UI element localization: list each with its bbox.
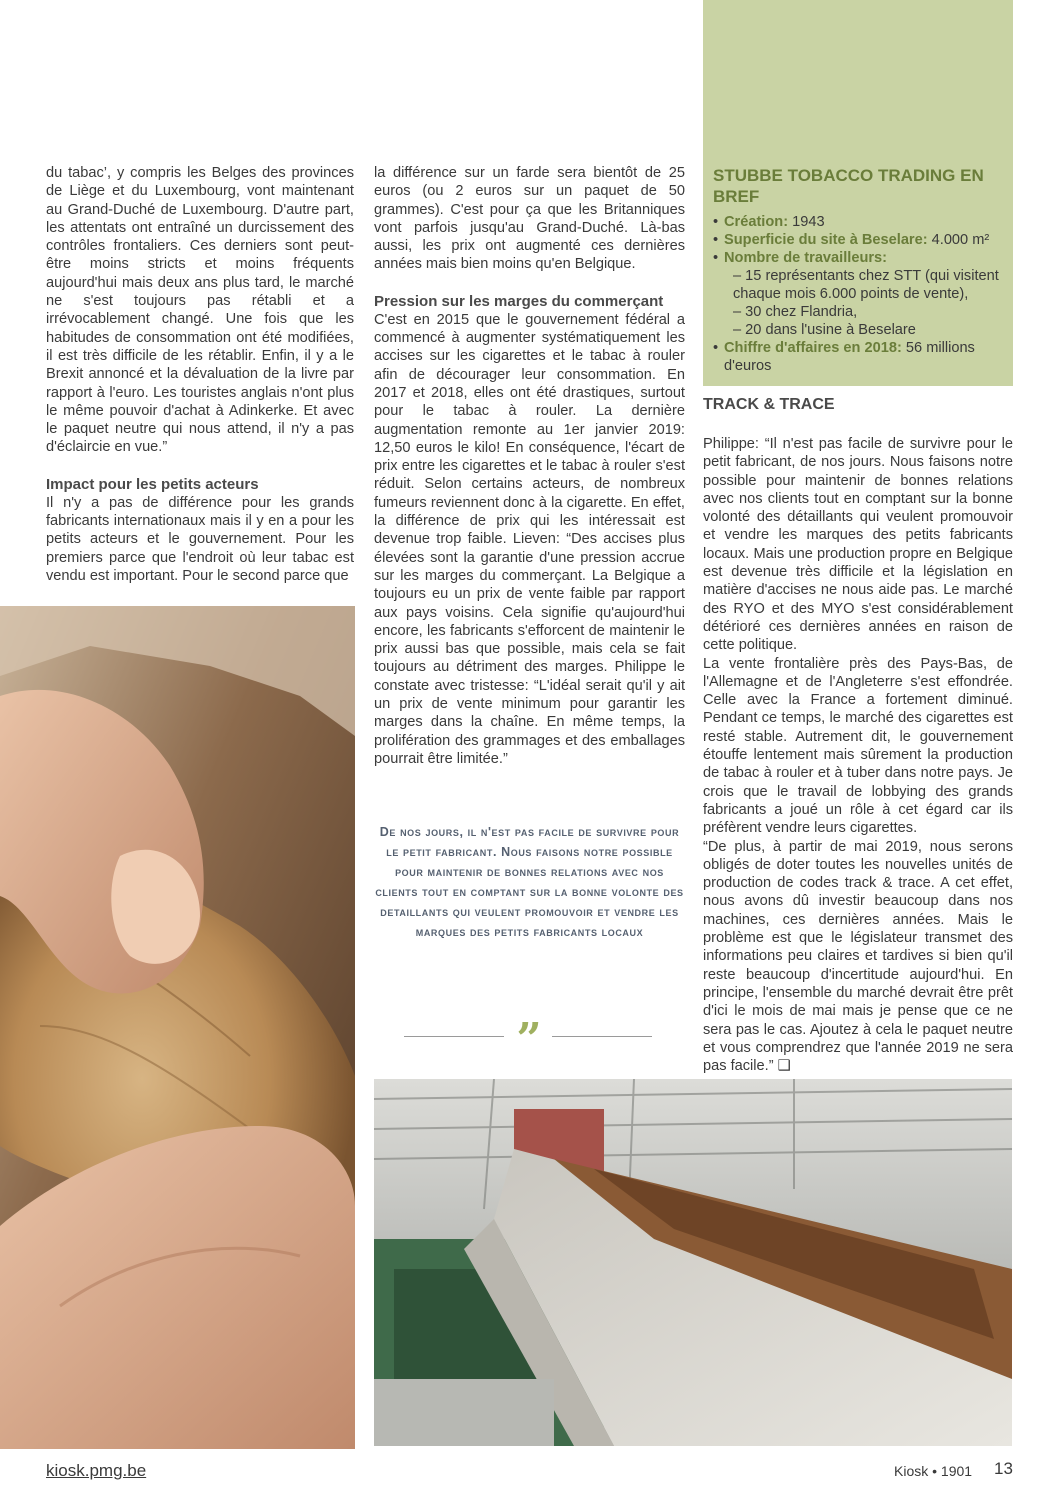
body-paragraph: du tabac’, y compris les Belges des provinces de Liège et du Luxembourg, vont maintenant au Grand-Duché de Luxembourg. D'autre part, les attentats ont entraîné un durcissement des contrôles frontaliers. Ces derniers sont peut-être moins stricts et moins fréquents aujourd'hui mais deux ans plus tard, le marché ne s'est toujours pas rétabli et a irrévocablement changé. Une fois que les habitudes de consommation ont été modifiées, il est très difficile de les rétablir. Enfin, il y a le Brexit annoncé et la dévaluation de la livre par rapport à l'euro. Les touristes anglais n'ont plus le même pouvoir d'achat à Adinkerke. Et avec le paquet neutre qui nous attend, il n'y a pas d'éclaircie en vue.” xyxy=(46,165,354,456)
sidebar-title: STUBBE TOBACCO TRADING EN BREF xyxy=(713,166,984,206)
item-label: Nombre de travailleurs: xyxy=(724,250,888,266)
list-item xyxy=(713,339,1005,375)
sidebar-list xyxy=(713,213,1005,375)
body-paragraph: la différence sur un farde sera bientôt de 25 euros (ou 2 euros sur un paquet de 50 grammes). C'est pour ça que les Britanniques vont parfois jusqu'au Grand-Duché. Là-bas aussi, les prix ont augmenté ces dernières années mais bien moins qu'en Belgique. xyxy=(374,165,685,273)
item-label: Chiffre d'affaires en 2018: xyxy=(724,340,902,356)
item-label: Création: xyxy=(724,214,789,230)
photo-factory-conveyor xyxy=(374,1079,1012,1446)
photo-hands-tobacco-leaf xyxy=(0,606,355,1449)
list-item xyxy=(713,213,1005,231)
divider-line-right xyxy=(552,1036,652,1037)
section-heading: Pression sur les marges du commerçant xyxy=(374,292,664,310)
divider-line-left xyxy=(404,1036,504,1037)
body-paragraph xyxy=(703,838,1013,1076)
body-paragraph: Il n'y a pas de différence pour les grands fabricants internationaux mais il y en a pour les petits acteurs et le gouvernement. Pour les premiers parce que l'endroit où leur tabac est vendu est important. Pour le second parce que xyxy=(46,494,354,584)
sub-item: – 30 chez Flandria, xyxy=(733,304,858,320)
bullet-icon: • xyxy=(713,232,719,248)
section-heading: Impact pour les petits acteurs xyxy=(46,475,259,493)
bullet-icon: • xyxy=(713,250,719,266)
item-value: 56 millions d'euros xyxy=(724,340,975,374)
item-value: 4.000 m² xyxy=(927,232,990,248)
body-paragraph: C'est en 2015 que le gouvernement fédéral a commencé à augmenter systématiquement les accises sur les cigarettes et le tabac à rouler afin de décourager leur consommation. En 2017 et 2018, elles ont été drastiques, surtout pour le tabac à rouler. La dernière augmentation remonte au 1er janvier 2019: 12,50 euros le kilo! En conséquence, l'écart de prix entre les cigarettes et le tabac à rouler s'est réduit. Selon certains acteurs, de nombreux fumeurs reviennent donc à la cigarette. En effet, la différence de prix qui les intéressait est devenue trop faible. Lieven: “Des accises plus élevées sont la garantie d'une pression accrue sur les marges du commerçant. La Belgique a toujours eu un prix de vente faible par rapport aux pays voisins. Cela signifie qu'aujourd'hui encore, les fabricants s'efforcent de maintenir le prix aussi bas que possible, mais cela se fait toujours au détriment des marges. Philippe le constate avec tristesse: “L'idéal serait qu'il y ait un prix de vente minimum pour garantir les marges dans la chaîne. En même temps, la prolifération des grammages et des emballages pourrait être limitée.” xyxy=(374,311,685,767)
body-paragraph: La vente frontalière près des Pays-Bas, de l'Allemagne et de l'Angleterre s'est effondrée. Celle avec la France a fortement diminué. Pendant ce temps, le marché des cigarettes est resté stable. Autrement dit, le gouvernement étouffe lentement mais sûrement la production de tabac à rouler et à tuber dans notre pays. Je crois que le travail de lobbying des grands fabricants a joué un rôle à cet égard car ils préfèrent vendre leurs cigarettes. xyxy=(703,655,1013,837)
info-sidebar xyxy=(703,0,1013,386)
body-paragraph: Philippe: “Il n'est pas facile de survivre pour le petit fabricant, de nos jours. Nous faisons notre possible pour maintenir de bonnes relations avec nos clients tout en comptant sur la bonne volonté des détaillants qui veulent promouvoir et vendre les marques des petits fabricants locaux. Mais une production propre en Belgique est devenue très difficile et la législation en matière d'accises ne nous aide pas. Le marché des RYO et des MYO s'est considérablement détérioré ces dernières années en raison de cette politique. xyxy=(703,436,1013,654)
sub-item: – 15 représentants chez STT (qui visitent chaque mois 6.000 points de vente), xyxy=(733,268,999,302)
bullet-icon: • xyxy=(713,340,719,356)
quote-divider xyxy=(404,1014,652,1065)
list-item xyxy=(713,249,1005,267)
issue-label: Kiosk • 1901 xyxy=(894,1463,973,1479)
page-number: 13 xyxy=(994,1459,1013,1478)
paragraph-text: “De plus, à partir de mai 2019, nous serons obligés de doter toutes les nouvelles unités de production de codes track & trace. A cet effet, nous avons dû investir beaucoup dans nos machines, ces dernières années. Mais le problème est que le législateur transmet des informations peu claires et tardives si bien qu'il reste beaucoup d'incertitude aujourd'hui. En principe, l'ensemble du marché devrait être prêt d'ici le mois de mai mais je pense que ce ne sera pas le cas. Ajoutez à cela le paquet neutre et vous comprendrez que l'année 2019 ne sera pas facile.” xyxy=(703,838,1013,1075)
item-label: Superficie du site à Beselare: xyxy=(724,232,928,248)
article-column-3 xyxy=(703,435,1013,1075)
item-value: 1943 xyxy=(788,214,825,230)
sub-item: – 20 dans l'usine à Beselare xyxy=(733,322,916,338)
article-column-1 xyxy=(46,164,354,585)
section-heading: TRACK & TRACE xyxy=(703,396,835,413)
bullet-icon: • xyxy=(713,214,719,230)
end-mark-icon: ❑ xyxy=(777,1058,791,1075)
quote-mark-icon: ” xyxy=(516,1014,542,1065)
article-column-2 xyxy=(374,164,685,768)
list-item xyxy=(713,231,1005,249)
footer-link[interactable]: kiosk.pmg.be xyxy=(46,1461,147,1480)
pull-quote: De nos jours, il n'est pas facile de survivre pour le petit fabricant. Nous faisons notre possible pour maintenir de bonnes relations avec nos clients tout en comptant sur la bonne volonte des detaillants qui veulent promouvoir et vendre les marques des petits fabricants locaux xyxy=(375,825,684,939)
